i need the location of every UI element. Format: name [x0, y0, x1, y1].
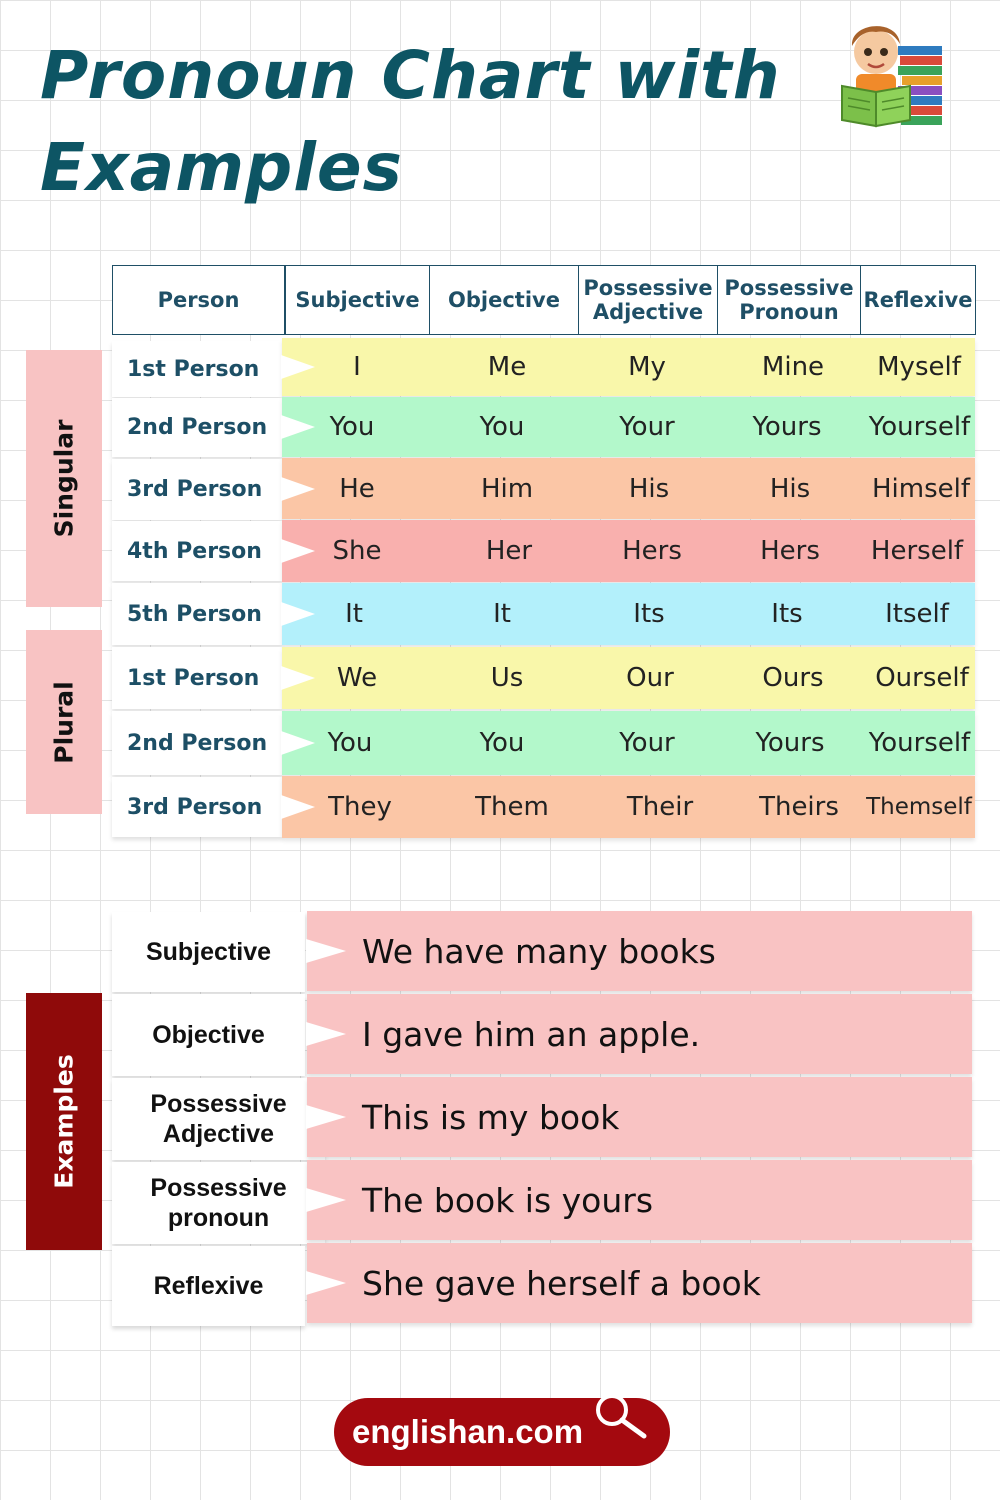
cell-possessive-pronoun: Ours [762, 663, 824, 693]
group-singular [26, 350, 102, 607]
example-type-label: Objective [112, 994, 305, 1076]
header-possessive-adjective: Possessive Adjective [578, 265, 718, 335]
header-possessive-pronoun: Possessive Pronoun [717, 265, 861, 335]
example-sentence-text: I gave him an apple. [362, 1014, 701, 1054]
cell-subjective: She [332, 536, 382, 566]
site-url[interactable]: englishan.com [352, 1413, 584, 1450]
row-label: 3rd Person [112, 459, 282, 520]
cell-possessive-adjective: His [628, 473, 670, 504]
row-label: 2nd Person [112, 398, 282, 457]
cell-possessive-pronoun: Yours [755, 728, 825, 758]
pronoun-row [282, 711, 975, 775]
pronoun-row [282, 338, 975, 396]
group-plural-label: Plural [49, 680, 79, 764]
example-sentence [307, 994, 972, 1074]
cell-possessive-adjective: Your [619, 728, 675, 758]
example-sentence-text: The book is yours [362, 1180, 654, 1220]
cell-subjective: We [336, 663, 378, 693]
cell-possessive-pronoun: Mine [761, 352, 825, 382]
cell-reflexive: Himself [871, 473, 971, 504]
examples-group [26, 993, 102, 1250]
cell-subjective: They [328, 792, 392, 822]
header-reflexive: Reflexive [860, 265, 976, 335]
cell-possessive-adjective: Your [619, 412, 675, 442]
examples-group-label: Examples [49, 1054, 79, 1189]
cell-possessive-pronoun: Theirs [759, 792, 839, 822]
group-singular-label: Singular [49, 419, 79, 538]
example-sentence [307, 1077, 972, 1157]
cell-possessive-adjective: Their [626, 792, 694, 822]
cell-possessive-pronoun: Its [771, 599, 803, 629]
example-type-label: Possessive Adjective [112, 1078, 325, 1160]
row-label: 5th Person [112, 583, 282, 645]
page-title: Pronoun Chart with Examples [40, 37, 781, 206]
cell-objective: Him [480, 473, 534, 504]
cell-possessive-pronoun: His [769, 473, 811, 504]
example-sentence [307, 1243, 972, 1323]
boy-reading-book-illustration [836, 14, 948, 130]
pronoun-row [282, 583, 975, 645]
header-person: Person [112, 265, 285, 335]
group-plural [26, 630, 102, 814]
cell-subjective: You [329, 412, 375, 442]
pronoun-row [282, 458, 975, 519]
example-sentence [307, 1160, 972, 1240]
row-label: 4th Person [112, 521, 282, 581]
cell-reflexive: Yourself [868, 412, 971, 442]
cell-reflexive: Themself [866, 794, 972, 820]
cell-possessive-adjective: Its [633, 599, 665, 629]
cell-reflexive: Itself [885, 599, 949, 629]
header-subjective: Subjective [285, 265, 430, 335]
cell-objective: You [479, 412, 525, 442]
example-sentence-text: We have many books [362, 931, 716, 971]
cell-objective: Them [475, 792, 549, 822]
magnifier-icon [586, 1392, 656, 1442]
example-type-label: Reflexive [112, 1246, 305, 1326]
example-sentence-text: She gave herself a book [362, 1263, 761, 1303]
row-label: 3rd Person [112, 777, 282, 837]
header-objective: Objective [429, 265, 579, 335]
cell-subjective: It [345, 599, 363, 629]
cell-objective: Me [487, 352, 527, 382]
row-label: 2nd Person [112, 711, 282, 775]
cell-possessive-adjective: My [628, 352, 666, 382]
cell-possessive-pronoun: Hers [760, 536, 820, 566]
cell-subjective: He [339, 473, 375, 504]
pronoun-row [282, 520, 975, 582]
cell-subjective: I [353, 352, 361, 382]
cell-objective: Her [485, 536, 533, 566]
cell-objective: Us [490, 663, 524, 693]
cell-objective: You [479, 728, 525, 758]
pronoun-row [282, 647, 975, 709]
example-sentence [307, 911, 972, 991]
row-label: 1st Person [112, 647, 282, 709]
cell-subjective: You [327, 728, 373, 758]
row-label: 1st Person [112, 341, 282, 397]
cell-possessive-adjective: Hers [622, 536, 682, 566]
cell-objective: It [493, 599, 511, 629]
cell-possessive-adjective: Our [626, 663, 674, 693]
example-type-label: Possessive pronoun [112, 1162, 325, 1244]
pronoun-row [282, 397, 975, 457]
pronoun-row [282, 776, 975, 838]
example-sentence-text: This is my book [362, 1097, 620, 1137]
cell-reflexive: Ourself [875, 663, 969, 693]
cell-reflexive: Myself [877, 352, 961, 382]
cell-possessive-pronoun: Yours [752, 412, 822, 442]
example-type-label: Subjective [112, 912, 305, 992]
cell-reflexive: Herself [870, 536, 964, 566]
cell-reflexive: Yourself [868, 728, 971, 758]
